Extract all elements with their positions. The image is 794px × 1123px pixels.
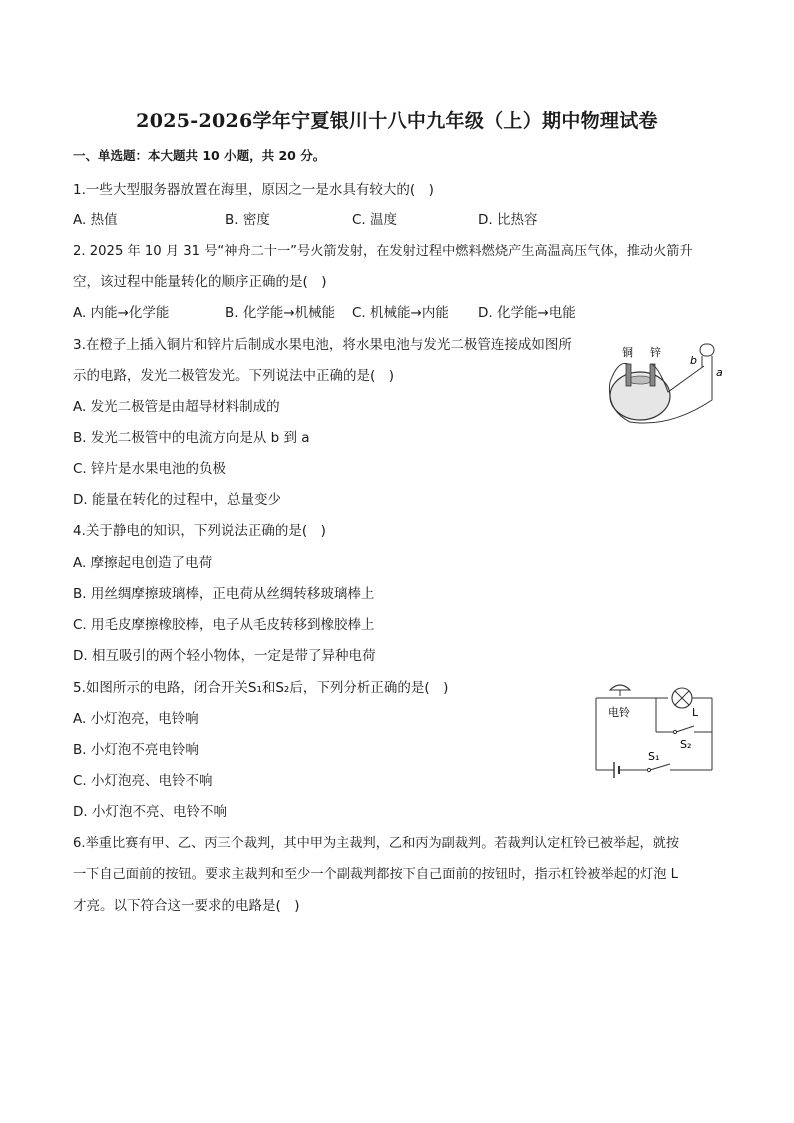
bell-label: 电铃	[608, 706, 630, 719]
question-2-option-b: B. 化学能→机械能	[225, 305, 336, 321]
bell-lamp-circuit-figure	[588, 680, 720, 780]
question-3-stem-line-2: 示的电路，发光二极管发光。下列说法中正确的是( )	[73, 368, 395, 384]
switch-s2	[676, 726, 694, 732]
switch-s1-label: S₁	[648, 750, 660, 763]
section-heading: 一、单选题：本大题共 10 小题，共 20 分。	[73, 148, 326, 163]
question-5-option-a: A. 小灯泡亮，电铃响	[73, 711, 199, 727]
copper-plate	[626, 364, 631, 386]
question-1-stem: 1.一些大型服务器放置在海里，原因之一是水具有较大的( )	[73, 182, 434, 198]
question-1-option-a: A. 热值	[73, 212, 118, 228]
question-3-option-b: B. 发光二极管中的电流方向是从 b 到 a	[73, 430, 310, 446]
terminal-b-label: b	[690, 354, 697, 367]
question-4-option-b: B. 用丝绸摩擦玻璃棒，正电荷从丝绸转移玻璃棒上	[73, 586, 375, 602]
question-5-option-b: B. 小灯泡不亮电铃响	[73, 742, 199, 758]
lamp-label: L	[692, 706, 699, 719]
question-4-stem: 4.关于静电的知识，下列说法正确的是( )	[73, 523, 326, 539]
question-1-option-b: B. 密度	[225, 212, 270, 228]
zinc-plate	[650, 364, 655, 386]
switch-s2-label: S₂	[680, 738, 692, 751]
question-2-option-d: D. 化学能→电能	[478, 305, 576, 321]
question-3-option-a: A. 发光二极管是由超导材料制成的	[73, 399, 280, 415]
question-2-stem-line-1: 2. 2025 年 10 月 31 号“神舟二十一”号火箭发射，在发射过程中燃料燃烧产生高温高压气体，推动火箭升	[73, 244, 693, 259]
question-5-option-d: D. 小灯泡不亮、电铃不响	[73, 804, 227, 820]
question-5-stem: 5.如图所示的电路，闭合开关S₁和S₂后，下列分析正确的是( )	[73, 680, 449, 696]
question-6-stem-line-2: 一下自己面前的按钮。要求主裁判和至少一个副裁判都按下自己面前的按钮时，指示杠铃被举起的灯泡 L	[73, 867, 678, 882]
fruit-battery-figure	[600, 330, 730, 430]
question-2-stem-line-2: 空，该过程中能量转化的顺序正确的是( )	[73, 274, 327, 290]
question-3-stem-line-1: 3.在橙子上插入铜片和锌片后制成水果电池，将水果电池与发光二极管连接成如图所	[73, 337, 572, 353]
question-4-option-a: A. 摩擦起电创造了电荷	[73, 555, 213, 571]
question-3-option-d: D. 能量在转化的过程中，总量变少	[73, 492, 281, 508]
terminal-a-label: a	[716, 366, 723, 379]
led-bulb	[700, 344, 714, 356]
question-1-option-d: D. 比热容	[478, 212, 538, 228]
question-4-option-c: C. 用毛皮摩擦橡胶棒，电子从毛皮转移到橡胶棒上	[73, 617, 375, 633]
question-6-stem-line-1: 6.举重比赛有甲、乙、丙三个裁判，其中甲为主裁判，乙和丙为副裁判。若裁判认定杠铃已被举起，就按	[73, 836, 680, 851]
question-4-option-d: D. 相互吸引的两个轻小物体，一定是带了异种电荷	[73, 648, 376, 664]
bell-icon	[610, 685, 630, 690]
question-2-option-c: C. 机械能→内能	[352, 305, 449, 321]
page-title: 2025-2026学年宁夏银川十八中九年级（上）期中物理试卷	[136, 110, 658, 132]
question-5-option-c: C. 小灯泡亮、电铃不响	[73, 773, 213, 789]
question-3-option-c: C. 锌片是水果电池的负极	[73, 461, 227, 477]
copper-label: 铜	[622, 346, 633, 359]
question-6-stem-line-3: 才亮。以下符合这一要求的电路是( )	[73, 898, 300, 914]
switch-s1	[650, 764, 670, 770]
question-1-option-c: C. 温度	[352, 212, 398, 228]
question-2-option-a: A. 内能→化学能	[73, 305, 170, 321]
zinc-label: 锌	[650, 346, 661, 359]
